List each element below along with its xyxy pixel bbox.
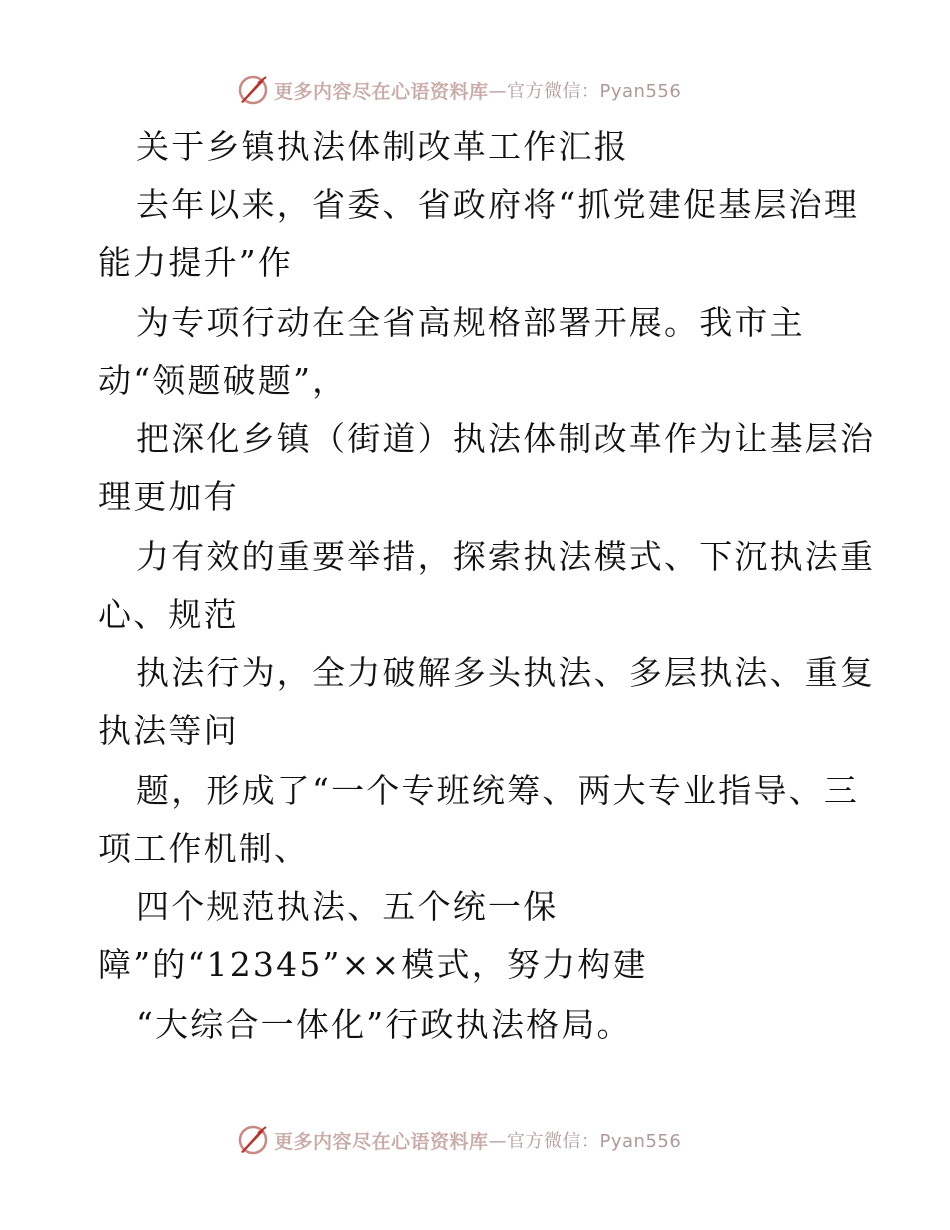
text-line: 题，形成了“一个专班统筹、两大专业指导、三 bbox=[136, 771, 860, 810]
header-banner bbox=[236, 72, 681, 108]
text-line: “大综合一体化”行政执法格局。 bbox=[136, 1005, 632, 1044]
text-line: 能力提升”作 bbox=[98, 243, 294, 282]
text-line: 理更加有 bbox=[98, 477, 239, 516]
text-line: 执法等问 bbox=[98, 711, 239, 750]
text-line: 去年以来，省委、省政府将“抓党建促基层治理 bbox=[136, 185, 860, 224]
text-line: 把深化乡镇（街道）执法体制改革作为让基层治 bbox=[136, 419, 876, 458]
text-line: 力有效的重要举措，探索执法模式、下沉执法重 bbox=[136, 537, 876, 576]
banner-sub-text: —官方微信：Pyan556 bbox=[488, 81, 682, 102]
document-title: 关于乡镇执法体制改革工作汇报 bbox=[136, 127, 629, 166]
quill-pen-circle-icon bbox=[236, 73, 270, 107]
banner-main-text: 更多内容尽在心语资料库 bbox=[274, 80, 489, 103]
banner-main-text: 更多内容尽在心语资料库 bbox=[274, 1130, 489, 1153]
quill-pen-circle-icon bbox=[236, 1123, 270, 1157]
banner-sub-text: —官方微信：Pyan556 bbox=[488, 1131, 682, 1152]
text-line: 障”的“12345”××模式，努力构建 bbox=[98, 945, 648, 984]
text-line: 心、规范 bbox=[98, 595, 239, 634]
text-line: 四个规范执法、五个统一保 bbox=[136, 887, 559, 926]
text-line: 为专项行动在全省高规格部署开展。我市主 bbox=[136, 303, 805, 342]
footer-banner bbox=[236, 1122, 681, 1158]
text-line: 动“领题破题”， bbox=[98, 361, 348, 400]
text-line: 项工作机制、 bbox=[98, 829, 310, 868]
text-line: 执法行为，全力破解多头执法、多层执法、重复 bbox=[136, 653, 876, 692]
